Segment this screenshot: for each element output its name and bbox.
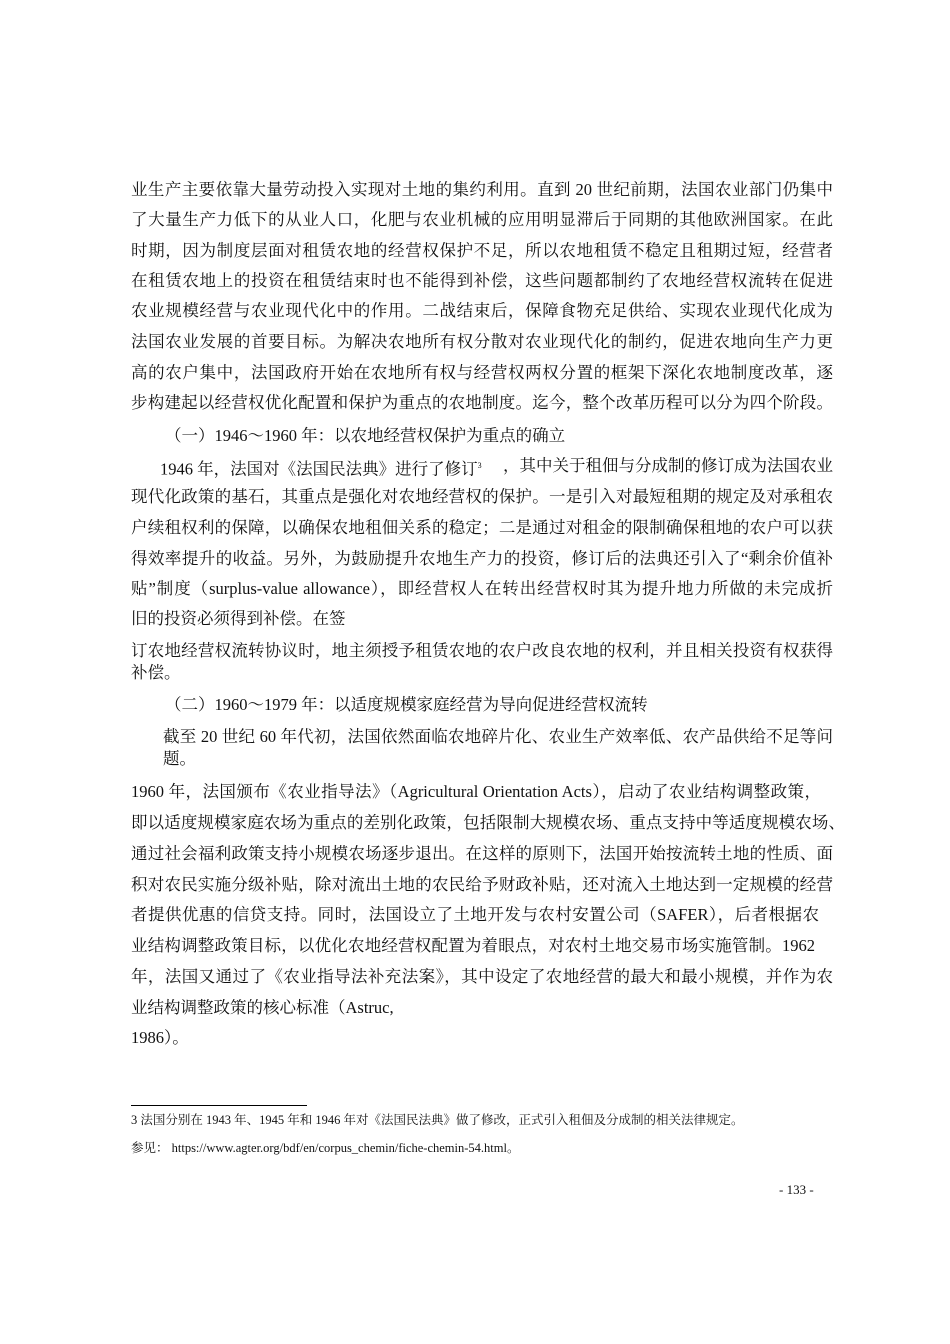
paragraph-line: 订农地经营权流转协议时，地主须授予租赁农地的农户改良农地的权利，并且相关投资有权获得 [131,641,833,660]
paragraph-line: 者提供优惠的信贷支持。同时，法国设立了土地开发与农村安置公司（SAFER），后者根据农 [131,905,819,924]
footnote-divider [131,1105,307,1106]
section-heading: （二）1960～1979 年：以适度规模家庭经营为导向促进经营权流转 [165,695,648,714]
paragraph-line: 贴”制度（surplus-value allowance），即经营权人在转出经营权时其为提升地力所做的未完成折 [131,579,833,598]
line-text: ，其中关于租佃与分成制的修订成为法国农业 [503,456,833,475]
paragraph-line: 业生产主要依靠大量劳动投入实现对土地的集约利用。直到 20 世纪前期，法国农业部门仍集中 [131,180,833,199]
paragraph-line: 业结构调整政策的核心标准（Astruc, [131,998,394,1017]
paragraph-line: 现代化政策的基石，其重点是强化对农地经营权的保护。一是引入对最短租期的规定及对承租农 [131,487,833,506]
paragraph-line: 1960 年，法国颁布《农业指导法》（Agricultural Orientation Acts），启动了农业结构调整政策， [131,782,821,801]
footnote-link[interactable]: 参见： https://www.agter.org/bdf/en/corpus_chemin/fiche-chemin-54.html。 [131,1141,520,1155]
paragraph-line: 户续租权利的保障，以确保农地租佃关系的稳定；二是通过对租金的限制确保租地的农户可以获 [131,518,833,537]
section-heading: （一）1946～1960 年：以农地经营权保护为重点的确立 [165,426,566,445]
paragraph-line [160,455,833,481]
footnote-ref[interactable]: 3 [477,461,482,470]
paragraph-line: 业结构调整政策目标，以优化农地经营权配置为着眼点，对农村土地交易市场实施管制。1962 [131,936,815,955]
paragraph-line: 农业规模经营与农业现代化中的作用。二战结束后，保障食物充足供给、实现农业现代化成为 [131,301,833,320]
paragraph-line: 时期，因为制度层面对租赁农地的经营权保护不足，所以农地租赁不稳定且租期过短，经营者 [131,241,833,260]
paragraph-line: 了大量生产力低下的从业人口，化肥与农业机械的应用明显滞后于同期的其他欧洲国家。在此 [131,210,833,229]
paragraph-line: 得效率提升的收益。另外，为鼓励提升农地生产力的投资，修订后的法典还引入了“剩余价值补 [131,549,833,568]
paragraph-line: 法国农业发展的首要目标。为解决农地所有权分散对农业现代化的制约，促进农地向生产力更 [131,332,833,351]
paragraph-line: 通过社会福利政策支持小规模农场逐步退出。在这样的原则下，法国开始按流转土地的性质、面 [131,844,833,863]
paragraph-line: 高的农户集中，法国政府开始在农地所有权与经营权两权分置的框架下深化农地制度改革，逐 [131,363,833,382]
paragraph-line: 积对农民实施分级补贴，除对流出土地的农民给予财政补贴，还对流入土地达到一定规模的经营 [131,875,833,894]
paragraph-line: 在租赁农地上的投资在租赁结束时也不能得到补偿，这些问题都制约了农地经营权流转在促进 [131,271,833,290]
paragraph-line: 年，法国又通过了《农业指导法补充法案》，其中设定了农地经营的最大和最小规模，并作为农 [131,967,833,986]
paragraph-line: 截至 20 世纪 60 年代初，法国依然面临农地碎片化、农业生产效率低、农产品供给不足等问 [163,727,833,746]
paragraph-line: 即以适度规模家庭农场为重点的差别化政策，包括限制大规模农场、重点支持中等适度规模农场、 [131,813,845,832]
paragraph-line: 补偿。 [131,663,181,682]
paragraph-line: 1986）。 [131,1028,189,1047]
footnote: 3 法国分别在 1943 年、1945 年和 1946 年对《法国民法典》做了修改，正式引入租佃及分成制的相关法律规定。 [131,1113,744,1127]
paragraph-line: 步构建起以经营权优化配置和保护为重点的农地制度。迄今，整个改革历程可以分为四个阶段。 [131,393,833,412]
page-number: - 133 - [779,1182,814,1197]
paragraph-line: 旧的投资必须得到补偿。在签 [131,609,346,628]
paragraph-line: 题。 [163,749,196,768]
line-text: 1946 年，法国对《法国民法典》进行了修订 [160,459,478,479]
